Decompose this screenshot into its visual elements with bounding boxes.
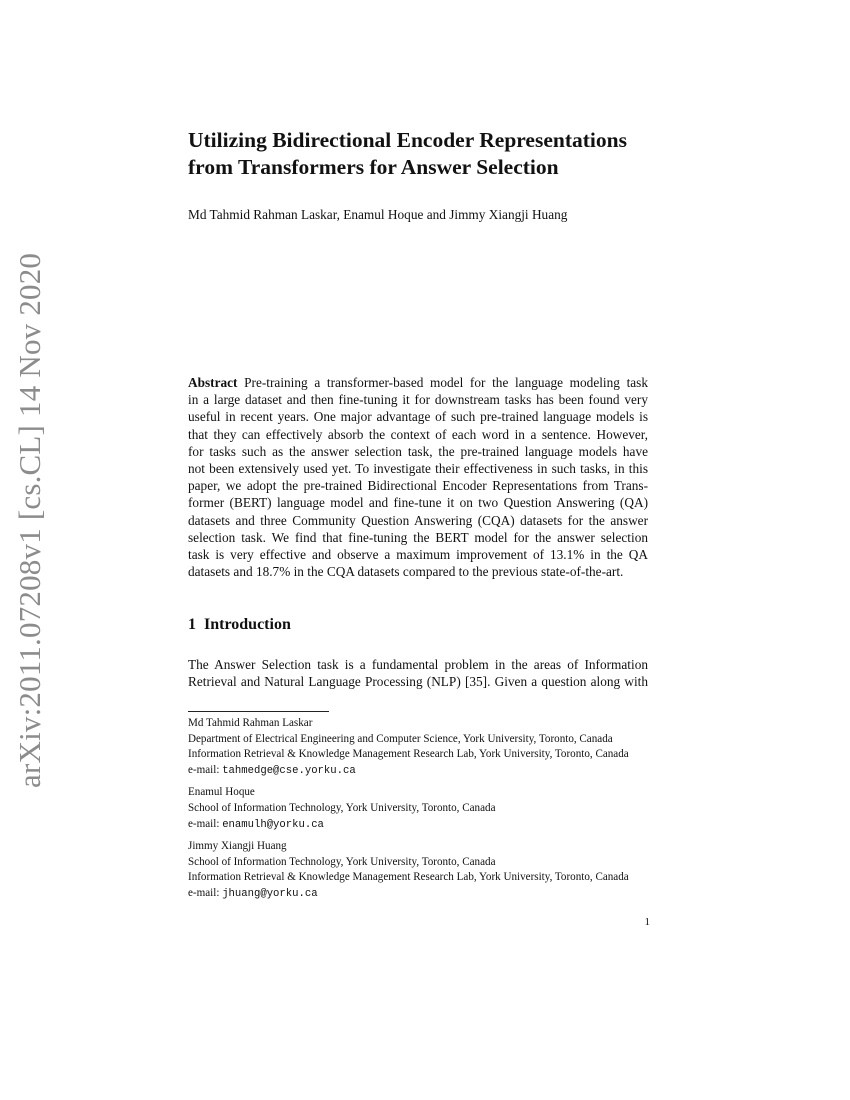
email-label: e-mail: xyxy=(188,886,220,899)
section-heading-introduction xyxy=(188,615,648,635)
introduction-paragraph xyxy=(188,656,648,690)
abstract-label: Abstract xyxy=(188,375,238,390)
author-list: Md Tahmid Rahman Laskar, Enamul Hoque and Jimmy Xiangji Huang xyxy=(188,207,568,222)
footnote-affiliation: School of Information Technology, York University, Toronto, Canada xyxy=(188,855,496,868)
abstract xyxy=(188,374,648,580)
email-address: tahmedge@cse.yorku.ca xyxy=(222,764,356,777)
footnote-author-1 xyxy=(188,716,658,779)
abstract-line: datasets and 18.7% in the CQA datasets compared to the previous state-of-the-art. xyxy=(188,564,624,580)
footnote-email-row xyxy=(188,763,658,780)
email-label: e-mail: xyxy=(188,763,220,776)
footnote-affiliation: Information Retrieval & Knowledge Management Research Lab, York University, Toronto, Canada xyxy=(188,748,629,761)
footnote-affiliation: Department of Electrical Engineering and Computer Science, York University, Toronto, Canada xyxy=(188,732,613,745)
email-address: enamulh@yorku.ca xyxy=(222,818,324,831)
footnote-author-name: Md Tahmid Rahman Laskar xyxy=(188,717,313,729)
section-number: 1 xyxy=(188,616,196,633)
section-title: Introduction xyxy=(204,616,291,633)
author-footnotes xyxy=(188,716,658,909)
email-address: jhuang@yorku.ca xyxy=(222,887,318,900)
footnote-author-2 xyxy=(188,785,658,833)
abstract-line: former (BERT) language model and fine-tune it on two Question Answering (QA) xyxy=(188,495,648,511)
abstract-line: for tasks such as the answer selection task, the pre-trained language models have xyxy=(188,443,648,459)
intro-line: Retrieval and Natural Language Processing (NLP) [35]. Given a question along with xyxy=(188,674,648,690)
page-number: 1 xyxy=(644,916,650,928)
arxiv-identifier: arXiv:2011.07208v1 [cs.CL] 14 Nov 2020 xyxy=(12,252,47,788)
footnote-email-row xyxy=(188,817,658,834)
footnote-affiliation: Information Retrieval & Knowledge Management Research Lab, York University, Toronto, Canada xyxy=(188,871,629,884)
intro-line: The Answer Selection task is a fundamental problem in the areas of Information xyxy=(188,657,648,672)
title-line-1: Utilizing Bidirectional Encoder Representations xyxy=(188,128,627,152)
abstract-line xyxy=(188,374,648,391)
abstract-line: paper, we adopt the pre-trained Bidirectional Encoder Representations from Trans- xyxy=(188,478,648,494)
footnote-author-3 xyxy=(188,839,658,902)
abstract-line: datasets and three Community Question Answering (CQA) datasets for the answer xyxy=(188,512,648,528)
footnote-author-name: Enamul Hoque xyxy=(188,786,255,799)
abstract-line: not been extensively used yet. To investigate their effectiveness in such tasks, in this xyxy=(188,461,648,477)
footnote-divider xyxy=(188,711,329,712)
title-line-2: from Transformers for Answer Selection xyxy=(188,155,559,179)
abstract-line-text: Pre-training a transformer-based model for the language modeling task xyxy=(244,375,648,390)
abstract-line: selection task. We find that fine-tuning the BERT model for the answer selection xyxy=(188,529,648,545)
abstract-line: useful in recent years. One major advantage of such pre-trained language models is xyxy=(188,409,648,425)
footnote-author-name: Jimmy Xiangji Huang xyxy=(188,840,287,853)
footnote-email-row xyxy=(188,886,658,903)
abstract-line: task is very effective and observe a maximum improvement of 13.1% in the QA xyxy=(188,547,648,563)
paper-title xyxy=(188,127,708,181)
abstract-line: in a large dataset and then fine-tuning it for downstream tasks has been found very xyxy=(188,392,648,408)
email-label: e-mail: xyxy=(188,817,220,830)
abstract-line: that they can effectively absorb the context of each word in a sentence. However, xyxy=(188,426,648,442)
footnote-affiliation: School of Information Technology, York University, Toronto, Canada xyxy=(188,801,496,814)
